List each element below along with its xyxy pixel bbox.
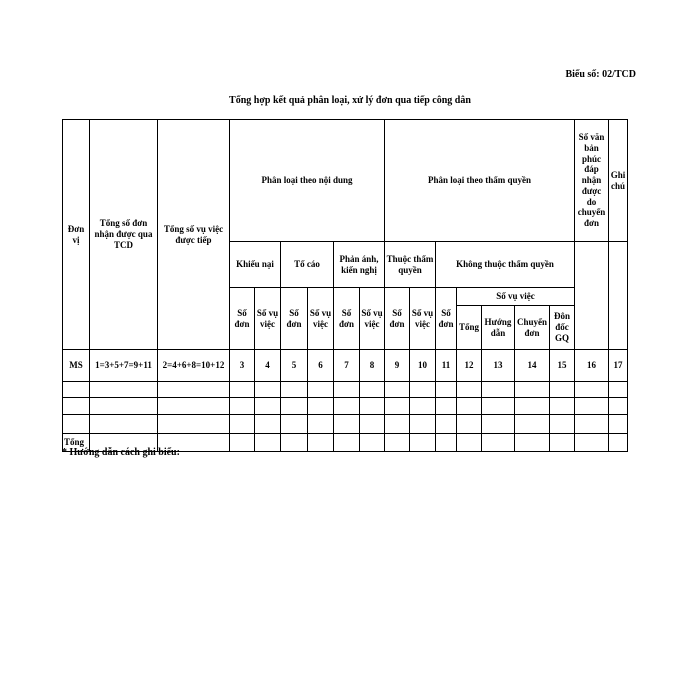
- table-cell: [609, 415, 628, 434]
- table-cell: [550, 398, 575, 415]
- table-cell: [360, 398, 385, 415]
- table-cell: [63, 415, 90, 434]
- header-outside-petitions: Số đơn: [436, 288, 457, 350]
- header-by-content: Phân loại theo nội dung: [230, 120, 385, 242]
- header-denunciation-cases: Số vụ việc: [308, 288, 334, 350]
- table-cell: [550, 382, 575, 398]
- header-denunciation: Tố cáo: [281, 242, 334, 288]
- ms-label: MS: [63, 350, 90, 382]
- table-cell: [255, 415, 281, 434]
- ms-col-16: 16: [575, 350, 609, 382]
- document-title: Tổng hợp kết quả phân loại, xử lý đơn qua tiếp công dân: [229, 95, 471, 106]
- header-unit: Đơn vị: [63, 120, 90, 350]
- table-cell: [281, 398, 308, 415]
- table-cell: [334, 398, 360, 415]
- table-cell: [255, 398, 281, 415]
- table-cell: [457, 382, 482, 398]
- header-outside-authority: Không thuộc thẩm quyền: [436, 242, 575, 288]
- table-cell: [410, 415, 436, 434]
- table-cell: [158, 382, 230, 398]
- table-cell: [281, 415, 308, 434]
- table-cell: [515, 382, 550, 398]
- header-complaint-petitions: Số đơn: [230, 288, 255, 350]
- header-note: Ghi chú: [609, 120, 628, 242]
- table-cell: [230, 398, 255, 415]
- table-cell: [90, 398, 158, 415]
- table-cell: [360, 415, 385, 434]
- table-cell: [482, 415, 515, 434]
- header-note-blank: [609, 242, 628, 350]
- ms-col-12: 12: [457, 350, 482, 382]
- ms-col-2: 2=4+6+8=10+12: [158, 350, 230, 382]
- table-cell: [410, 398, 436, 415]
- ms-col-9: 9: [385, 350, 410, 382]
- header-outside-urge: Đôn đốc GQ: [550, 306, 575, 350]
- ms-col-3: 3: [230, 350, 255, 382]
- table-cell: [457, 398, 482, 415]
- table-cell: [90, 382, 158, 398]
- table-cell: [308, 398, 334, 415]
- ms-col-10: 10: [410, 350, 436, 382]
- table-cell: [385, 415, 410, 434]
- table-cell: [360, 382, 385, 398]
- table-cell: [515, 398, 550, 415]
- header-feedback: Phản ánh, kiến nghị: [334, 242, 385, 288]
- header-within-authority: Thuộc thẩm quyền: [385, 242, 436, 288]
- ms-col-17: 17: [609, 350, 628, 382]
- header-complaint-cases: Số vụ việc: [255, 288, 281, 350]
- table-cell: [255, 382, 281, 398]
- table-cell: [436, 415, 457, 434]
- table-cell: [609, 382, 628, 398]
- header-total-petitions: Tổng số đơn nhận được qua TCD: [90, 120, 158, 350]
- header-outside-total: Tổng: [457, 306, 482, 350]
- table-cell: [609, 398, 628, 415]
- report-table: [62, 119, 628, 452]
- table-cell: [334, 415, 360, 434]
- ms-col-1: 1=3+5+7=9+11: [90, 350, 158, 382]
- header-outside-guidance: Hướng dẫn: [482, 306, 515, 350]
- ms-col-7: 7: [334, 350, 360, 382]
- header-outside-cases-group: Số vụ việc: [457, 288, 575, 306]
- header-within-petitions: Số đơn: [385, 288, 410, 350]
- ms-col-13: 13: [482, 350, 515, 382]
- header-outside-transfer: Chuyển đơn: [515, 306, 550, 350]
- table-cell: [436, 398, 457, 415]
- table-cell: [230, 415, 255, 434]
- header-denunciation-petitions: Số đơn: [281, 288, 308, 350]
- header-reply-docs-blank: [575, 242, 609, 350]
- header-complaint: Khiếu nại: [230, 242, 281, 288]
- table-cell: [482, 398, 515, 415]
- header-reply-docs: Số văn bản phúc đáp nhận được do chuyển đơn: [575, 120, 609, 242]
- table-cell: [385, 382, 410, 398]
- form-code: Biểu số: 02/TCD: [565, 69, 636, 80]
- ms-col-14: 14: [515, 350, 550, 382]
- table-cell: [385, 398, 410, 415]
- header-feedback-petitions: Số đơn: [334, 288, 360, 350]
- header-row-1: [63, 120, 628, 242]
- header-by-authority: Phân loại theo thẩm quyền: [385, 120, 575, 242]
- table-cell: [63, 398, 90, 415]
- table-cell: [482, 382, 515, 398]
- ms-col-15: 15: [550, 350, 575, 382]
- table-cell: [158, 415, 230, 434]
- header-total-cases: Tổng số vụ việc được tiếp: [158, 120, 230, 350]
- table-cell: [158, 398, 230, 415]
- table-cell: [515, 415, 550, 434]
- table-cell: [436, 382, 457, 398]
- table-row: [63, 398, 628, 415]
- header-within-cases: Số vụ việc: [410, 288, 436, 350]
- table-cell: [457, 415, 482, 434]
- table-cell: [308, 382, 334, 398]
- table-cell: [230, 382, 255, 398]
- table-cell: [281, 382, 308, 398]
- table-row: [63, 415, 628, 434]
- table-cell: [575, 398, 609, 415]
- table-cell: [63, 382, 90, 398]
- table-row: [63, 382, 628, 398]
- table-cell: [550, 415, 575, 434]
- table-cell: [575, 415, 609, 434]
- total-label: Tổng: [63, 434, 90, 452]
- table-cell: [308, 415, 334, 434]
- table-cell: [410, 382, 436, 398]
- guide-note: * Hướng dẫn cách ghi biểu:: [62, 447, 180, 458]
- table-cell: [90, 415, 158, 434]
- table-cell: [334, 382, 360, 398]
- table-cell: [575, 382, 609, 398]
- ms-col-8: 8: [360, 350, 385, 382]
- ms-col-6: 6: [308, 350, 334, 382]
- header-feedback-cases: Số vụ việc: [360, 288, 385, 350]
- ms-col-4: 4: [255, 350, 281, 382]
- ms-col-5: 5: [281, 350, 308, 382]
- ms-col-11: 11: [436, 350, 457, 382]
- ms-row: [63, 350, 628, 382]
